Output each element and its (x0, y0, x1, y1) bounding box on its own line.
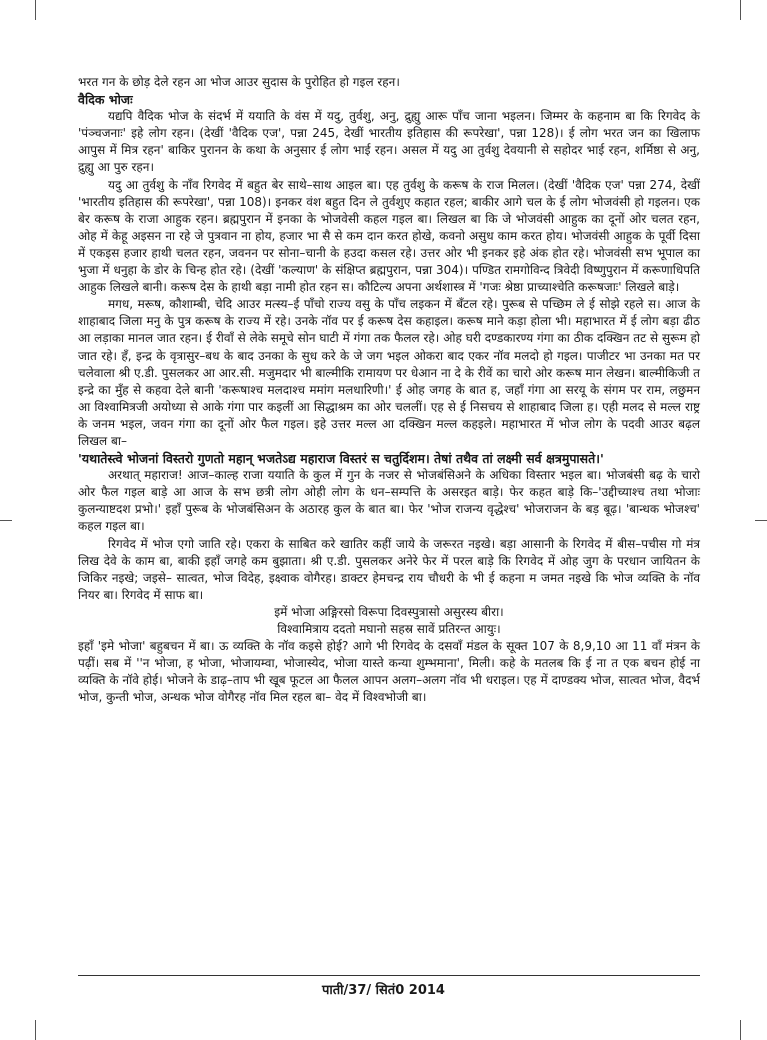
crop-mark-bottom-left (35, 1020, 36, 1040)
crop-mark-top-left (35, 0, 36, 20)
paragraph-4: अरथात् महाराज! आज–काल्ह राजा ययाति के कुल में गुन के नजर से भोजबंसिअने के अधिका विस्तार भइल बा। भोजबंसी बढ़ के चारो ओर फैल गइल बाड़े आ आज के सभ छत्री लोग ओही लोग के धन–सम्पत्ति के असरइत बाड़े। फेर कहत बाड़े कि–'उद्दीच्याश्च तथा भोजाः कुलन्याष्टदश प्रभो।' इहाँ पुरूब के भोजबंसिअन के अठारह कुल के बात बा। फेर 'भोज राजन्य वृद्धेश्च' भोजराजन के बड़ बूढ़। 'बान्धक भोजश्च' कहल गइल बा। (78, 468, 700, 534)
crop-mark-right-mid (755, 520, 767, 521)
paragraph-5: रिगवेद में भोज एगो जाति रहे। एकरा के साबित करे खातिर कहीं जाये के जरूरत नइखे। बड़ा आसानी के रिगवेद में बीस–पचीस गो मंत्र लिख देवे के काम बा, बाकी इहाँ जगहे कम बुझाता। श्री ए.डी. पुसलकर अनेरे फेर में परल बाड़े कि रिगवेद में ओह जुग के परधान जायितन के जिकिर नइखे; जइसे– सात्वत, भोज विदेह, इक्ष्वाक वोगैरह। डाक्टर हेमचन्द्र राय चौधरी के भी ई कहना म जमत नइखे कि भोज व्यक्ति के नॉव नियर बा। रिगवेद में साफ बा। (78, 536, 700, 602)
verse-line-2: विश्वामित्राय ददतो मघानो सहस्र सावें प्रतिरन्त आयुः। (277, 622, 501, 636)
paragraph-1: यद्यपि वैदिक भोज के संदर्भ में ययाति के वंस में यदु, तुर्वशु, अनु, द्रुह्यु आरू पाँच जाना भइलन। जिम्मर के कहनाम बा कि रिगवेद के 'पंञ्चजनाः' इहे लोग रहन। (देखीं 'वैदिक एज', पन्ना 245, देखीं भारतीय इतिहास की रूपरेखा', पन्ना 128)। ई लोग भरत जन का खिलाफ आपुस में मित्र रहन' बाकिर पुरानन के कथा के अनुसार ई लोग भाई रहन। असल में यदु आ तुर्वशु देवयानी से सहोदर भाई रहन, शर्मिष्ठा से अनु, द्रुह्यु आ पुरु रहन। (78, 109, 700, 175)
paragraph-2: यदु आ तुर्वशु के नाँव रिगवेद में बहुत बेर साथे–साथ आइल बा। एह तुर्वशु के करूष के राज मिलल। (देखीं 'वैदिक एज' पन्ना 274, देखीं 'भारतीय इतिहास की रूपरेखा', पन्ना 108)। इनकर वंश बहुत दिन ले तुर्वशुए कहात रहल; बाकीर आगे चल के ई लोग भोजवंसी हो गइलन। एक बेर करूष के राजा आहुक रहन। ब्रह्मपुरान में इनका के भोजवेसी कहल गइल बा। लिखल बा कि जे भोजवंसी आहुक का दूनों ओर चलत रहन, ओह में केहू अइसन ना रहे जे पुत्रवान ना होय, हजार भा सै से कम दान करत होखे, कवनो असुध काम करत होय। भोजवंसी आहुक के पूर्वी दिसा में एकइस हजार हाथी चलत रहन, जवनन पर सोना–चानी के हउदा कसल रहे। उत्तर ओर भी इनकर इहे अंक होत रहे। भोजवंसी सभ भूपाल का भुजा में धनुहा के डोर के चिन्ह होत रहे। (देखीं 'कल्याण' के संक्षिप्त ब्रह्मपुरान, पन्ना 304)। पण्डित रामगोविन्द त्रिवेदी विष्णुपुरान में करूणाधिपति आहुक लिखले बानी। करूष देस के हाथी बड़ा नामी होत रहन स। कौटिल्य अपना अर्थशास्त्र में 'गजः श्रेष्ठा प्राच्याश्चेति करूषजाः' लिखले बाड़े। (78, 177, 700, 295)
paragraph-6: इहाँ 'इमे भोजा' बहुबचन में बा। ऊ व्यक्ति के नॉव कइसे होई? आगे भी रिगवेद के दसवाँ मंडल के सूक्त 107 के 8,9,10 आ 11 वाँ मंत्रन के पढ़ीं। सब में ''न भोजा, ह भोजा, भोजायम्वा, भोजास्येद, भोजा यास्ते कन्या शुम्भमाना', मिली। कहे के मतलब कि ई ना त एक बचन होई ना व्यक्ति के नॉवे होई। भोजने के डाढ़–ताप भी खूब फूटल आ फैलल आपन अलग–अलग नॉव भी धराइल। एह में दाण्डक्य भोज, सात्वत भोज, वैदर्भ भोज, कुन्ती भोज, अन्धक भोज वोगैरह नॉव मिल रहल बा– वेद में विश्वभोजी बा। (78, 639, 700, 705)
crop-mark-bottom-right (740, 1020, 741, 1040)
crop-mark-top-right (740, 0, 741, 20)
crop-mark-left-mid (0, 520, 12, 521)
section-heading: वैदिक भोजः (78, 92, 133, 108)
sanskrit-quote: 'यथातेस्त्वे भोजनां विस्तरो गुणतो महान् भजतेऽद्य महाराज विस्तरं स चतुर्दिशम। तेषां तथैव तां लक्ष्मी सर्व क्षत्रमुपासते।' (78, 451, 604, 467)
footer-rule (78, 975, 700, 976)
paragraph-intro: भरत गन के छोड़ देले रहन आ भोज आउर सुदास के पुरोहित हो गइल रहन। (78, 75, 400, 89)
verse-line-1: इमें भोजा अङ्गिरसो विरूपा दिवस्पुत्रासो असुरस्य बीरा। (274, 604, 504, 619)
article-body (78, 74, 700, 706)
page-footer: पाती/37/ सितं0 2014 (322, 983, 445, 998)
paragraph-3: मगध, मरूष, कौशाम्बी, चेदि आउर मत्स्य–ई पाँचो राज्य वसु के पाँच लइकन में बँटल रहे। पुरूब से पच्छिम ले ई सोझे रहले स। आज के शाहाबाद जिला मनु के पुत्र करूष के राज्य में रहे। उनके नॉव पर ई करूष देस कहाइल। करूष माने कड़ा होला भी। महाभारत में ई लोग बड़ा ढीठ आ लड़ाका मानल जात रहन। ई रीवाँ से लेके समूचे सोन घाटी में गंगा तक फैलल रहे। ओह घरी दण्डकारण्य गंगा का ठीक दक्खिन तट से सुरूम हो जात रहे। हँ, इन्द्र के वृत्रासुर–बध के बाद उनका के सुध करे के जे जग भइल ओकरा बाद एकर नॉव मलदो हो गइल। पाजीटर भा उनका मत पर चलेवाला श्री ए.डी. पुसलकर आ आर.सी. मजुमदार भी बाल्मीकि रामायण पर धेआन ना दे के रीवें का चारो ओर करूष मान लेखन। बाल्मीकिजी त इन्द्रे का मुँह से कहवा देले बानी 'करूषाश्च मलदाश्च ममांग मलधारिणी।' ई ओह जगह के बात ह, जहाँ गंगा आ सरयू के संगम पर राम, लछुमन आ विश्वामित्रजी अयोध्या से आके गंगा पार कइलीं आ सिद्धाश्रम का ओर चललीं। एह से ई निसचय से शाहाबाद जिला ह। एही मलद से मल्ल राष्ट्र के जनम भइल, जवन गंगा का दूनों ओर फैल गइल। इहे उत्तर मल्ल आ दक्खिन मल्ल कहइले। महाभारत में भोज लोग के पदवी आउर बढ़ल लिखल बा– (78, 297, 700, 448)
